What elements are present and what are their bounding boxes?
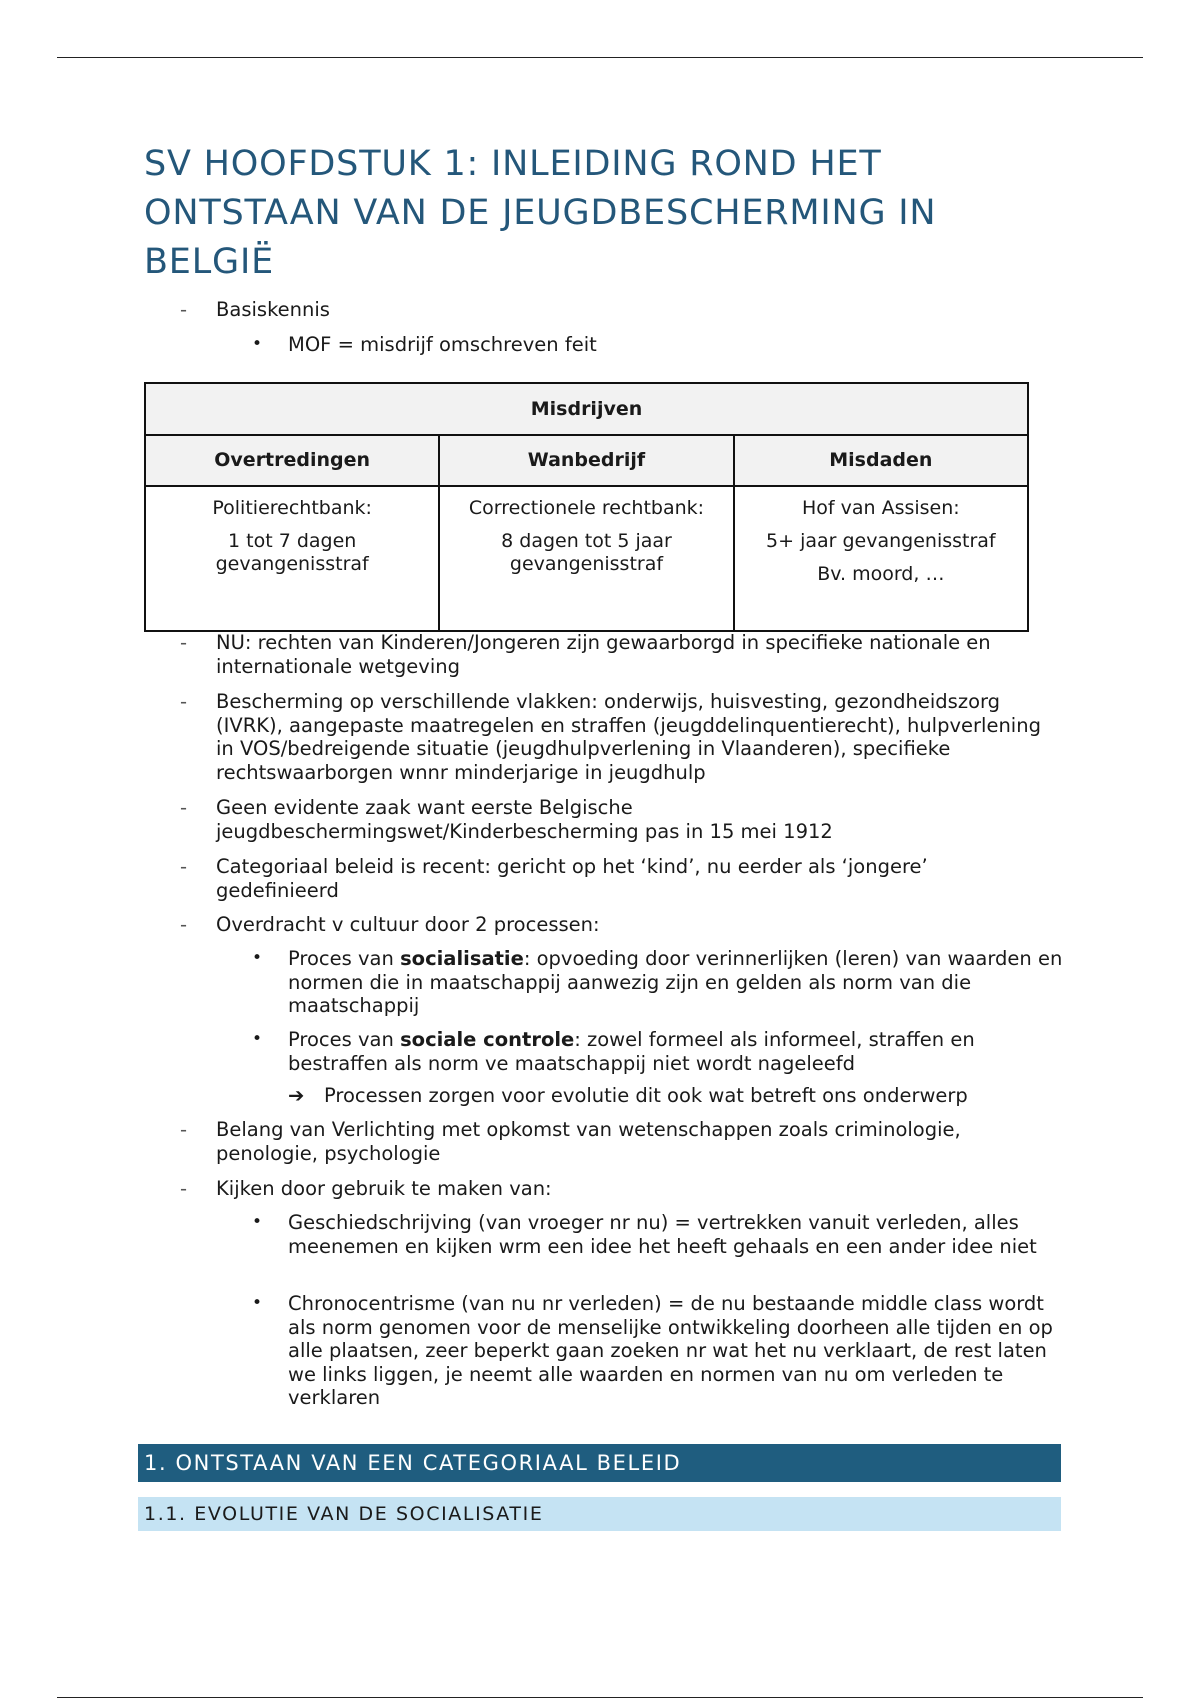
list-item-text: Bescherming op verschillende vlakken: onderwijs, huisvesting, gezondheidszorg (IVRK), aangepaste maatregelen en straffen (jeugddelinquentierecht), hulpverlening in VOS/bedreigende situatie (jeugdhulpverlening in Vlaanderen), specifieke rechtswaarborgen wnnr minderjarige in jeugdhulp [216, 690, 1041, 784]
table-cell [734, 486, 1028, 631]
arrow-icon: ➔ [288, 1084, 305, 1107]
list-item-text: Basiskennis [216, 298, 330, 321]
column-header-overtredingen: Overtredingen [145, 435, 439, 486]
bottom-rule [57, 1697, 1143, 1698]
list-item-text: Geen evidente zaak want eerste Belgische jeugdbeschermingswet/Kinderbescherming pas in 15 mei 1912 [216, 796, 833, 843]
list-item-text: Categoriaal beleid is recent: gericht op het ‘kind’, nu eerder als ‘jongere’ gedefinieerd [216, 855, 928, 902]
dash-marker: - [180, 298, 188, 321]
sub-list-item-text: MOF = misdrijf omschreven feit [288, 333, 597, 356]
table-cell [145, 486, 439, 631]
list-item-text: NU: rechten van Kinderen/Jongeren zijn gewaarborgd in specifieke nationale en internationale wetgeving [216, 631, 991, 678]
document-title: SV HOOFDSTUK 1: INLEIDING ROND HET ONTSTAAN VAN DE JEUGDBESCHERMING IN BELGIË [144, 144, 937, 282]
bullet-marker: • [252, 1212, 263, 1232]
court-name: Hof van Assisen: [801, 497, 960, 519]
dash-marker: - [180, 1177, 188, 1200]
bullet-marker: • [252, 334, 263, 354]
example: Bv. moord, … [817, 563, 945, 585]
bullet-marker: • [252, 1293, 263, 1313]
column-header-misdaden: Misdaden [734, 435, 1028, 486]
dash-marker: - [180, 1118, 188, 1141]
keyword-socialisatie: socialisatie [400, 947, 524, 970]
list-item-text: Kijken door gebruik te maken van: [216, 1177, 552, 1200]
sub-list-item-text: Proces van sociale controle: zowel formeel als informeel, straffen en bestraffen als norm ve maatschappij niet wordt nageleefd [288, 1028, 975, 1075]
sentence: 8 dagen tot 5 jaar gevangenisstraf [501, 530, 672, 575]
section-heading: 1. ONTSTAAN VAN EEN CATEGORIAAL BELEID [138, 1444, 1061, 1482]
dash-marker: - [180, 631, 188, 654]
top-rule [57, 57, 1143, 58]
list-item-text: Belang van Verlichting met opkomst van wetenschappen zoals criminologie, penologie, psychologie [216, 1118, 961, 1165]
dash-marker: - [180, 690, 188, 713]
list-item-text: Overdracht v cultuur door 2 processen: [216, 913, 600, 936]
column-header-wanbedrijf: Wanbedrijf [439, 435, 733, 486]
bullet-marker: • [252, 948, 263, 968]
keyword-sociale-controle: sociale controle [400, 1028, 575, 1051]
table-header: Misdrijven [145, 383, 1028, 435]
dash-marker: - [180, 796, 188, 819]
sentence: 5+ jaar gevangenisstraf [766, 530, 996, 552]
dash-marker: - [180, 913, 188, 936]
court-name: Correctionele rechtbank: [468, 497, 705, 519]
sentence: 1 tot 7 dagen gevangenisstraf [215, 530, 369, 575]
bullet-marker: • [252, 1029, 263, 1049]
dash-marker: - [180, 855, 188, 878]
sub-list-item-text: Chronocentrisme (van nu nr verleden) = de nu bestaande middle class wordt als norm genomen voor de menselijke ontwikkeling doorheen alle tijden en op alle plaatsen, zeer beperkt gaan zoeken nr wat het nu verklaart, de rest laten we links liggen, je neemt alle waarden en normen van nu om verleden te verklaren [288, 1292, 1053, 1409]
sub-list-item-text: Proces van socialisatie: opvoeding door verinnerlijken (leren) van waarden en normen die in maatschappij aanwezig zijn en gelden als norm van die maatschappij [288, 947, 1063, 1017]
sub-list-item-text: Geschiedschrijving (van vroeger nr nu) = vertrekken vanuit verleden, alles meenemen en kijken wrm een idee het heeft gehaals en een ander idee niet [288, 1211, 1037, 1258]
court-name: Politierechtbank: [212, 497, 372, 519]
table-cell [439, 486, 733, 631]
subsection-heading: 1.1. EVOLUTIE VAN DE SOCIALISATIE [138, 1497, 1061, 1531]
crimes-table [144, 382, 1029, 632]
arrow-item-text: Processen zorgen voor evolutie dit ook wat betreft ons onderwerp [324, 1084, 968, 1107]
